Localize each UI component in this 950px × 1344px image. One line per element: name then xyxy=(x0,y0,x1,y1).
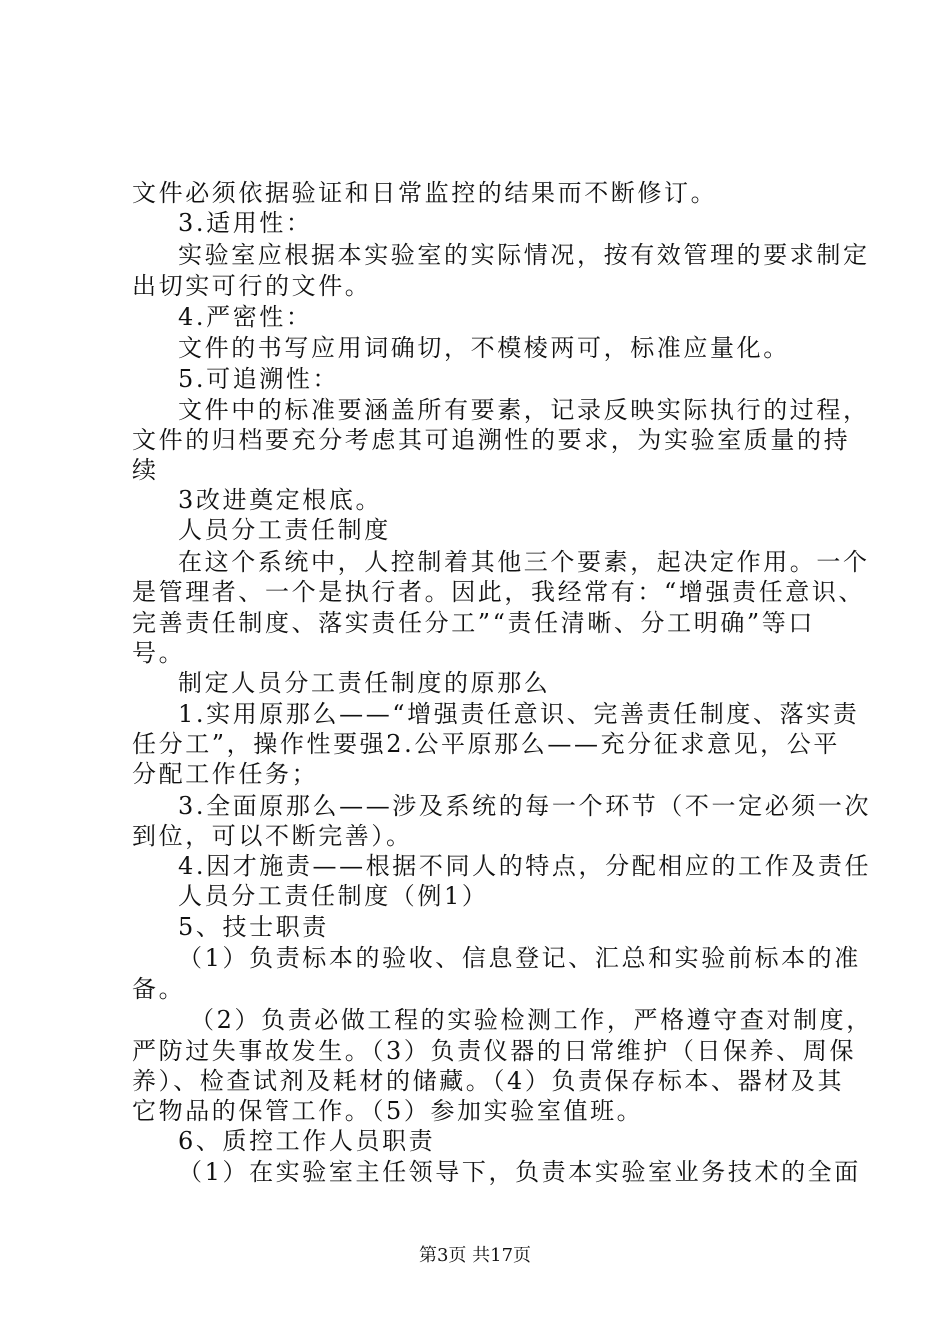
text-line: 1.实用原那么——“增强责任意识、完善责任制度、落实责 xyxy=(178,700,860,728)
section-heading: 5、技士职责 xyxy=(178,913,329,941)
text-line: 严防过失事故发生。（3）负责仪器的日常维护（日保养、周保 xyxy=(132,1037,857,1065)
text-line: 3.全面原那么——涉及系统的每一个环节（不一定必须一次 xyxy=(178,792,872,820)
text-line: 完善责任制度、落实责任分工”“责任清晰、分工明确”等口 xyxy=(132,609,816,637)
text-line: 它物品的保管工作。（5）参加实验室值班。 xyxy=(132,1097,644,1125)
page-number-footer: 第3页 共17页 xyxy=(418,1245,532,1266)
text-line: （1）负责标本的验收、信息登记、汇总和实验前标本的准 xyxy=(178,944,861,972)
section-heading: 人员分工责任制度 xyxy=(178,516,391,544)
text-line: （2）负责必做工程的实验检测工作，严格遵守查对制度， xyxy=(190,1006,873,1034)
section-heading: 6、质控工作人员职责 xyxy=(178,1127,436,1155)
text-line: 任分工”，操作性要强2.公平原那么——充分征求意见，公平 xyxy=(132,730,840,758)
text-line: 养）、检查试剂及耗材的储藏。（4）负责保存标本、器材及其 xyxy=(132,1067,845,1095)
section-heading: 4.严密性： xyxy=(178,303,313,331)
section-heading: 5.可追溯性： xyxy=(178,365,340,393)
section-heading: 制定人员分工责任制度的原那么 xyxy=(178,669,551,697)
text-line: 文件的书写应用词确切，不模棱两可，标准应量化。 xyxy=(178,334,790,362)
text-line: 分配工作任务； xyxy=(132,760,319,788)
text-line: （1）在实验室主任领导下，负责本实验室业务技术的全面 xyxy=(178,1158,861,1186)
text-line: 续 xyxy=(132,456,159,484)
text-line: 号。 xyxy=(132,639,186,667)
text-line: 文件中的标准要涵盖所有要素，记录反映实际执行的过程， xyxy=(178,396,870,424)
text-line: 备。 xyxy=(132,975,186,1003)
section-heading: 3.适用性： xyxy=(178,209,313,237)
section-heading: 人员分工责任制度（例1） xyxy=(178,882,489,910)
text-line: 到位，可以不断完善）。 xyxy=(132,822,413,850)
text-line: 是管理者、一个是执行者。因此，我经常有：“增强责任意识、 xyxy=(132,578,866,606)
text-line: 文件的归档要充分考虑其可追溯性的要求，为实验室质量的持 xyxy=(132,426,851,454)
text-line: 在这个系统中，人控制着其他三个要素，起决定作用。一个 xyxy=(178,548,870,576)
text-line: 文件必须依据验证和日常监控的结果而不断修订。 xyxy=(132,179,718,207)
text-line: 实验室应根据本实验室的实际情况，按有效管理的要求制定 xyxy=(178,241,870,269)
text-line: 3改进奠定根底。 xyxy=(178,486,383,514)
text-line: 出切实可行的文件。 xyxy=(132,272,372,300)
text-line: 4.因才施责——根据不同人的特点，分配相应的工作及责任 xyxy=(178,852,872,880)
